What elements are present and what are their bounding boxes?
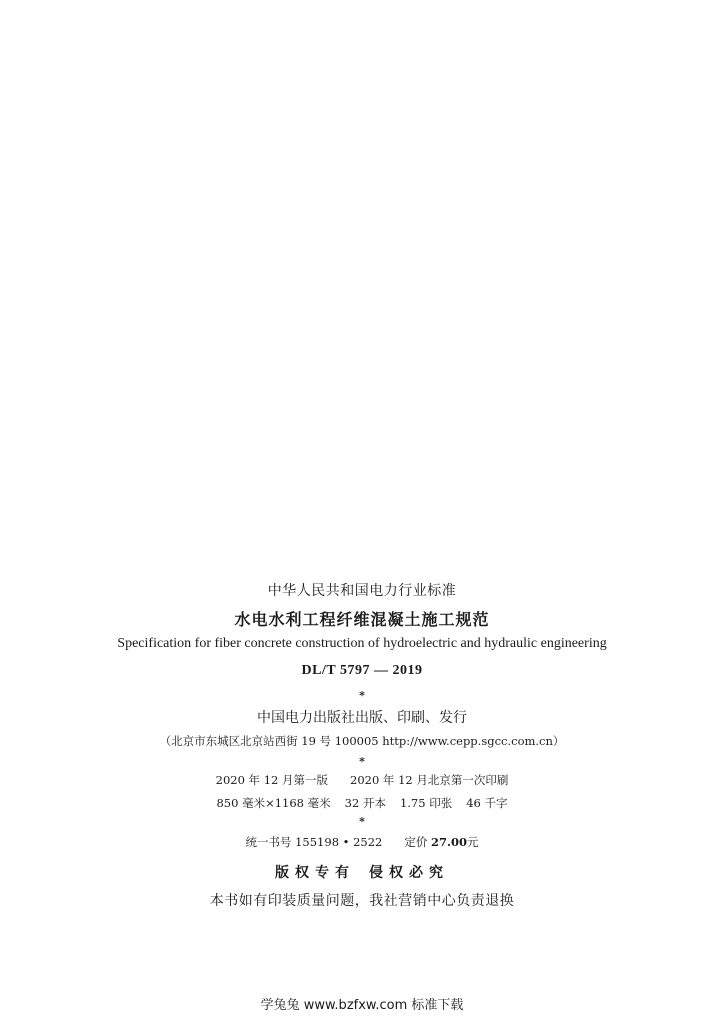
paper-size: 850 毫米×1168 毫米	[216, 796, 331, 810]
copyright-left: 版权专有	[275, 865, 355, 881]
separator-star: *	[359, 689, 365, 702]
sheets: 1.75 印张	[399, 796, 453, 810]
price-value: 27.00	[431, 835, 468, 849]
footer-watermark: 学兔兔 www.bzfxw.com 标准下载	[260, 998, 464, 1013]
edition-line	[0, 772, 724, 788]
copyright-right: 侵权必究	[369, 865, 449, 881]
word-count: 46 千字	[466, 796, 508, 810]
first-edition: 2020 年 12 月第一版	[215, 773, 328, 787]
standard-category: 中华人民共和国电力行业标准	[267, 583, 457, 599]
format-line	[0, 795, 724, 811]
standard-code: DL/T 5797 — 2019	[301, 663, 423, 678]
return-notice: 本书如有印装质量问题，我社营销中心负责退换	[209, 893, 515, 909]
title-english: Specification for fiber concrete construction of hydroelectric and hydraulic engineering	[117, 636, 607, 651]
publisher-address: （北京市东城区北京站西街 19 号 100005 http://www.cepp.sgcc.com.cn）	[159, 734, 565, 748]
book-number-line	[0, 834, 724, 850]
folio: 32 开本	[344, 796, 386, 810]
first-printing: 2020 年 12 月北京第一次印刷	[350, 773, 509, 787]
publisher-line: 中国电力出版社出版、印刷、发行	[257, 710, 467, 726]
book-number: 统一书号 155198 • 2522	[245, 835, 383, 849]
copyright-line	[0, 862, 724, 882]
price-unit: 元	[467, 835, 479, 849]
title-chinese: 水电水利工程纤维混凝土施工规范	[234, 610, 490, 629]
separator-star: *	[359, 755, 365, 768]
separator-star: *	[359, 815, 365, 828]
price-label: 定价	[404, 835, 428, 849]
